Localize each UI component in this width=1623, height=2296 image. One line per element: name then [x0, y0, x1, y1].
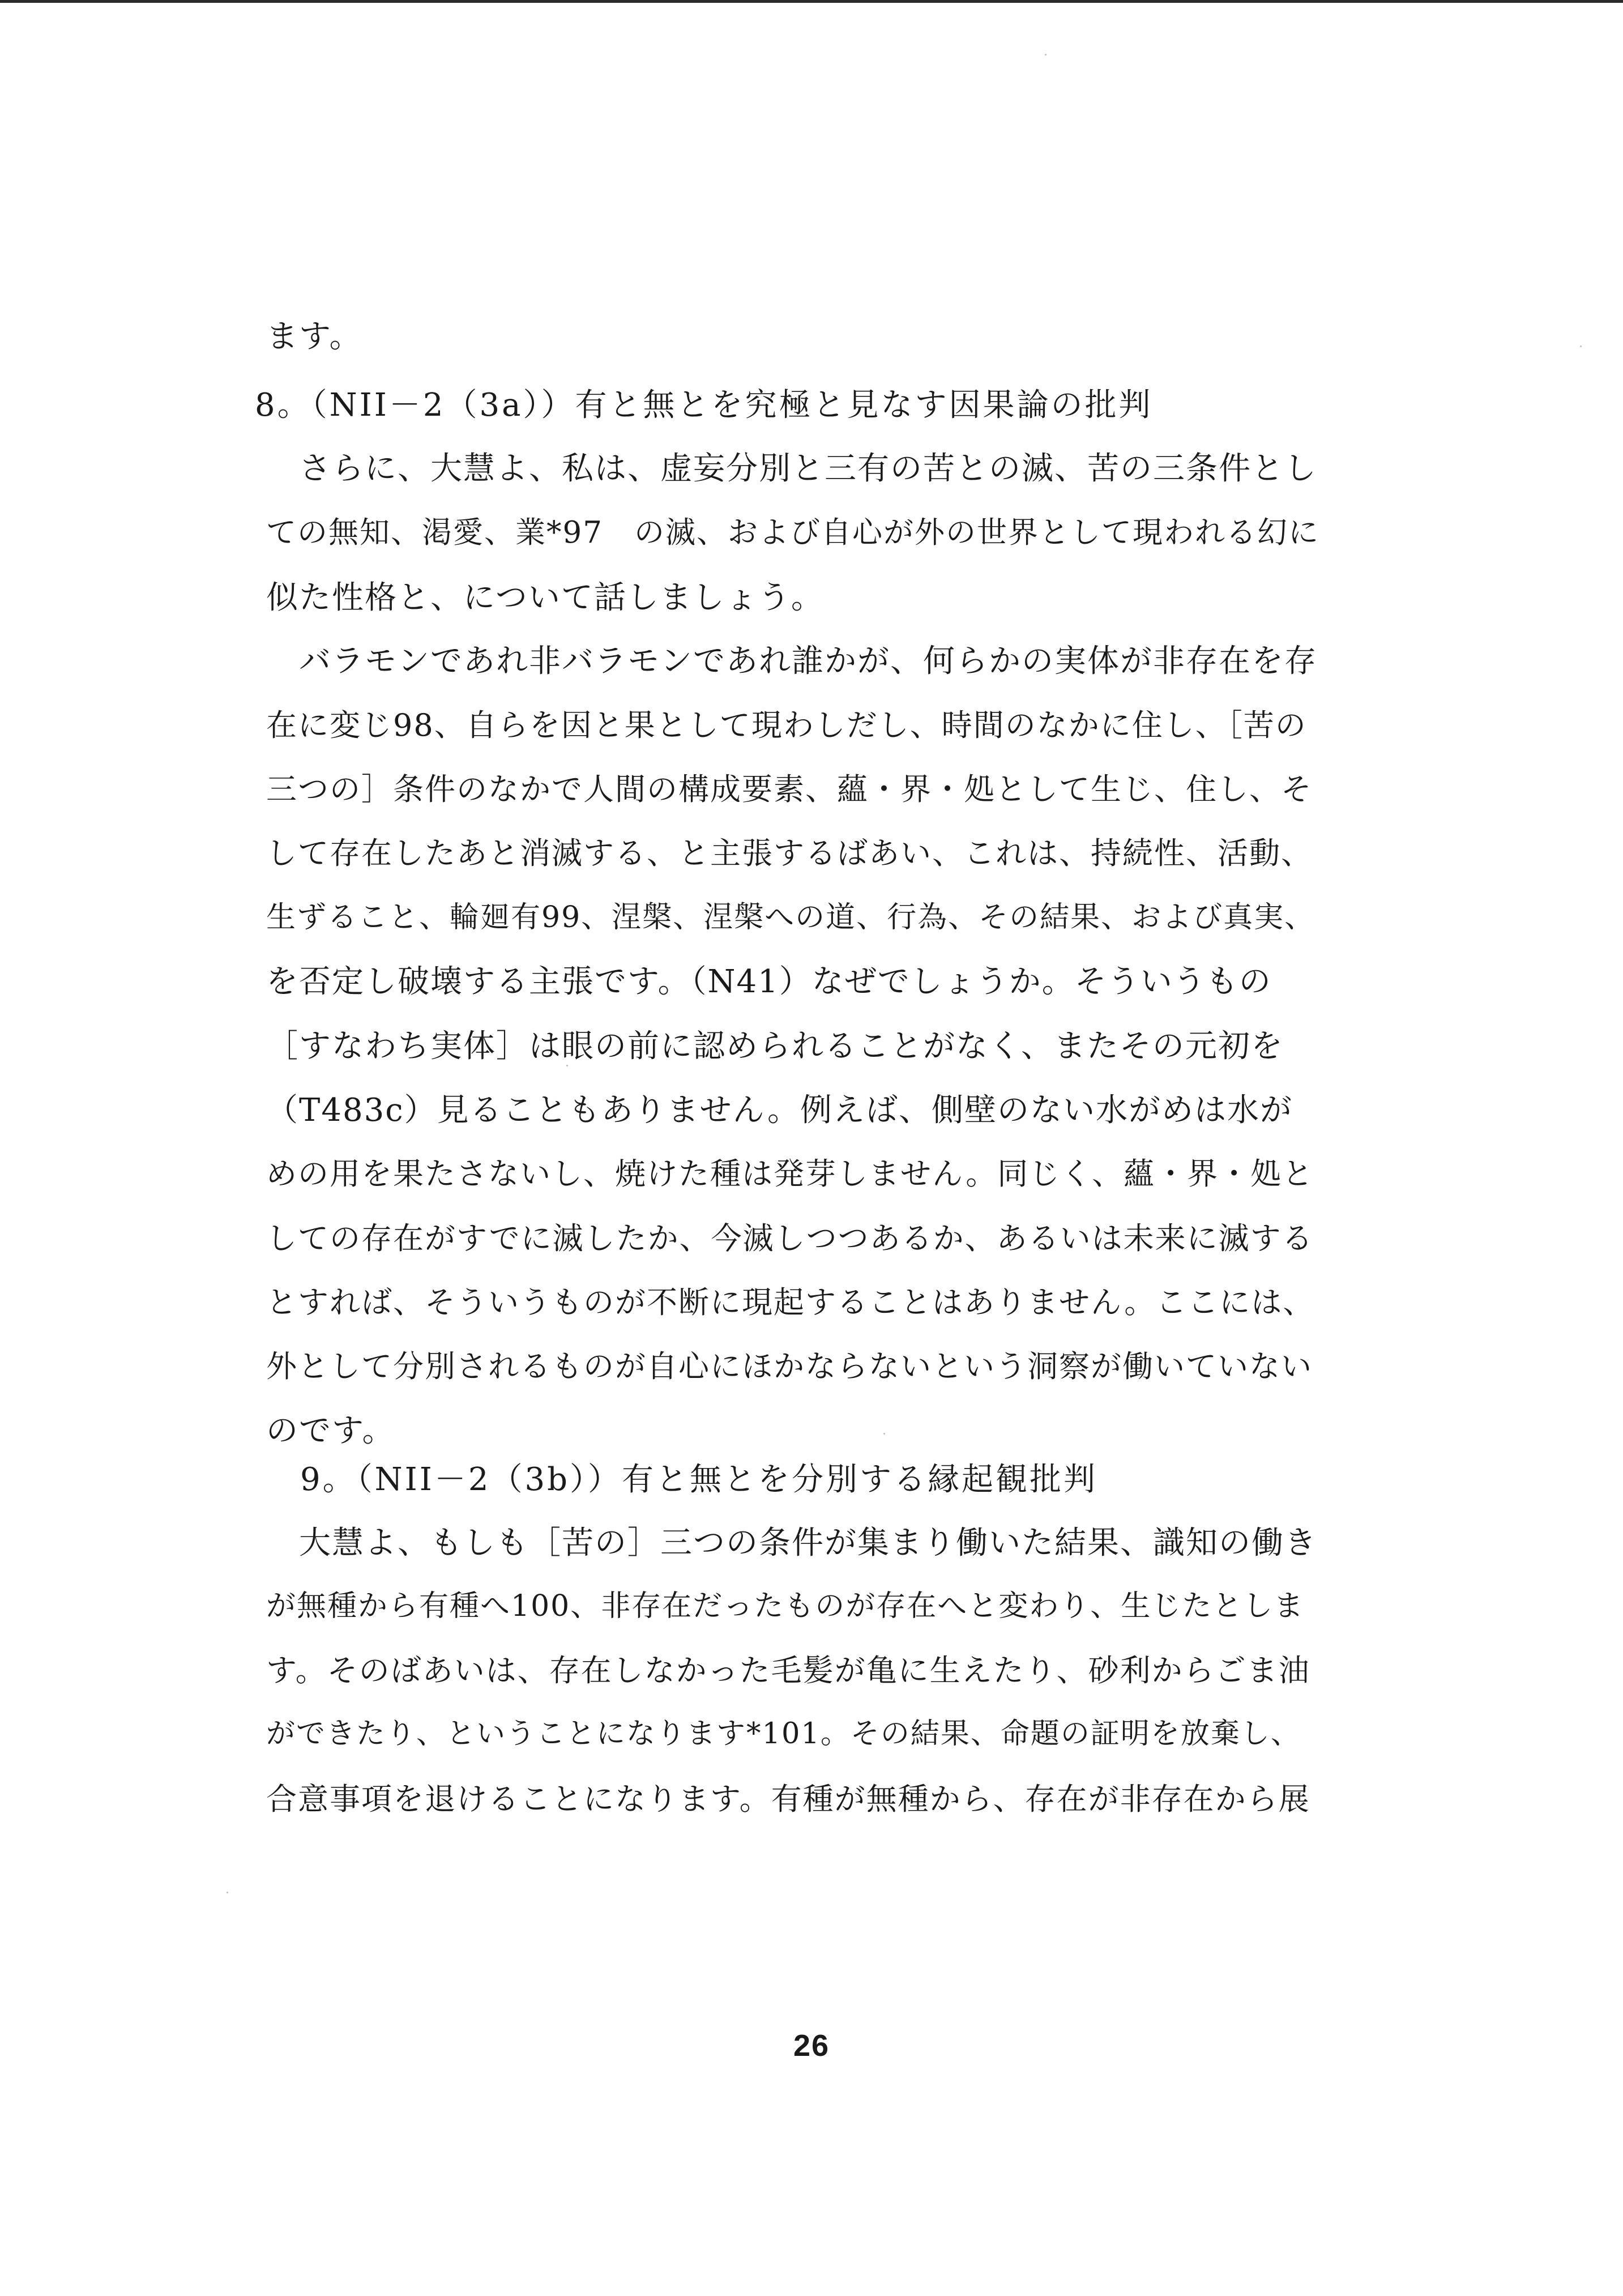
text-line: とすれば、そういうものが不断に現起することはありません。ここには、 — [266, 1284, 1315, 1320]
text-line: 生ずること、輪廻有99、涅槃、涅槃への道、行為、その結果、および真実、 — [266, 901, 1316, 934]
text-line: めの用を果たさないし、焼けた種は発芽しません。同じく、蘊・界・処と — [266, 1156, 1314, 1192]
text-line: ［すなわち実体］は眼の前に認められることがなく、またその元初を — [266, 1028, 1284, 1065]
text-line: 三つの］条件のなかで人間の構成要素、蘊・界・処として生じ、住し、そ — [266, 771, 1313, 807]
text-line: 在に変じ98、自らを因と果として現わしだし、時間のなかに住し、［苦の — [266, 707, 1307, 743]
text-line: を否定し破壊する主張です。（N41）なぜでしょうか。そういうもの — [266, 963, 1272, 1000]
text-line: して存在したあと消滅する、と主張するばあい、これは、持続性、活動、 — [266, 835, 1313, 871]
scan-speck — [1045, 54, 1047, 56]
section-heading-9: 9。（NII－2（3b））有と無とを分別する縁起観批判 — [266, 1461, 1097, 1498]
text-line: （T483c）見ることもありません。例えば、側壁のない水がめは水が — [266, 1092, 1293, 1129]
text-line: さらに、大慧よ、私は、虚妄分別と三有の苦との滅、苦の三条件とし — [266, 450, 1317, 487]
text-line: ます。 — [266, 318, 362, 355]
page-number: 26 — [793, 2029, 830, 2063]
text-line: しての存在がすでに滅したか、今滅しつつあるか、あるいは未来に滅する — [266, 1220, 1314, 1256]
text-line: 大慧よ、もしも［苦の］三つの条件が集まり働いた結果、識知の働き — [266, 1525, 1317, 1561]
scan-speck — [566, 1065, 568, 1066]
section-heading-8: 8。（NII－2（3a））有と無とを究極と見なす因果論の批判 — [255, 387, 1153, 424]
text-line: バラモンであれ非バラモンであれ誰かが、何らかの実体が非存在を存 — [266, 643, 1317, 680]
text-line: 似た性格と、について話しましょう。 — [266, 579, 824, 616]
text-line: す。そのばあいは、存在しなかった毛髪が亀に生えたり、砂利からごま油 — [266, 1653, 1310, 1688]
scan-top-edge — [0, 0, 1623, 3]
text-line: ての無知、渇愛、業*97 の滅、および自心が外の世界として現われる幻に — [266, 515, 1319, 550]
text-line: が無種から有種へ100、非存在だったものが存在へと変わり、生じたとしま — [266, 1589, 1305, 1623]
text-line: のです。 — [266, 1412, 395, 1449]
text-line: 外として分別されるものが自心にほかならないという洞察が働いていない — [266, 1348, 1313, 1384]
text-line: ができたり、ということになります*101。その結果、命題の証明を放棄し、 — [266, 1717, 1301, 1751]
scan-speck — [883, 1433, 885, 1435]
scan-speck — [227, 1892, 228, 1893]
scan-speck — [1580, 345, 1582, 347]
text-line: 合意事項を退けることになります。有種が無種から、存在が非存在から展 — [266, 1781, 1310, 1817]
